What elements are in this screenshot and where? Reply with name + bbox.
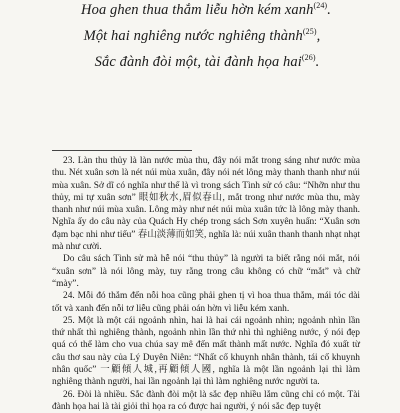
footnote-ref-24[interactable]: (24) <box>313 1 328 10</box>
footnote-26: 26. Đòi là nhiều. Sắc đành đòi một là sắc đẹp nhiều lắm cũng chỉ có một. Tài đành họa hai là tài giỏi thì họa ra có được hai người, ý nói sắc đẹp tuyệt <box>52 389 360 412</box>
footnote-23: 23. Làn thu thủy là làn nước mùa thu, đây nói mắt trong sáng như nước mùa thu. Nét xuân sơn là nét núi mùa xuân, đây nói nét lông mày thanh thanh như núi mùa xuân. Sở dĩ có nghĩa như thế là vì trong sách Tình sử có câu: “Nhỡn như thu thủy, mi tự xuân sơn” 眼如秋水,眉似春山, mắt trong như nước mùa thu, mày thanh như núi mùa xuân. Lông mày như nét núi mùa xuân tức là lông mày thanh. Nghĩa ấy do câu này của Quách Hy chép trong sách Sơn xuyên huấn: “Xuân sơn đạm bạc nhi như tiếu” 春山淡薄而如笑, nghĩa là: núi xuân thanh thanh nhạt nhạt mà như cười. <box>52 156 360 253</box>
footnote-23-continued: Do câu sách Tình sử mà hễ nói “thu thủy” là người ta biết rằng nói mắt, nói “xuân sơn” là nói lông mày, tuy rằng trong câu không có chữ “mắt” và chữ “mày”. <box>52 254 360 289</box>
footnote-ref-26[interactable]: (26) <box>301 52 316 62</box>
footnotes <box>52 155 360 413</box>
verse-line-2: Một hai nghiêng nước nghiêng thành$^{(25)}$, <box>83 26 321 44</box>
footnote-ref-25[interactable]: (25) <box>302 26 317 36</box>
footnote-separator <box>52 150 192 151</box>
verse-block <box>0 0 400 72</box>
footnote-25: 25. Một là một cái ngoảnh nhìn, hai là hai cái ngoảnh nhìn; ngoảnh nhìn lần thứ nhất thì nghiêng thành, ngoảnh nhìn lần thứ nhì thì nghiêng nước, ý nói đẹp quá có thể làm cho vua chúa say mê đến mất thành mất nước. Nghĩa đó xuất từ câu thơ sau này của Lý Duyên Niên: “Nhất cố khuynh nhân thành, tái cố khuynh nhân quốc” 一顧傾人城,再顧傾人國, nghĩa là một lần ngoảnh lại thì làm nghiêng thành người, hai lần ngoảnh lại thì làm nghiêng nước người ta. <box>52 315 360 388</box>
verse-line-1: Hoa ghen thua thắm liễu hờn kém xanh$^{(24)}$. <box>81 1 331 18</box>
verse-line-3: Sắc đành đòi một, tài đành họa hai$^{(26)}$. <box>94 52 320 70</box>
footnote-24: 24. Mỗi đó thắm đến nỗi hoa cũng phải ghen tị vì hoa thua thắm, mái tóc dài tốt và xanh đến nỗi tơ liễu cũng phải oán hờn vì liễu kém xanh. <box>52 291 360 314</box>
